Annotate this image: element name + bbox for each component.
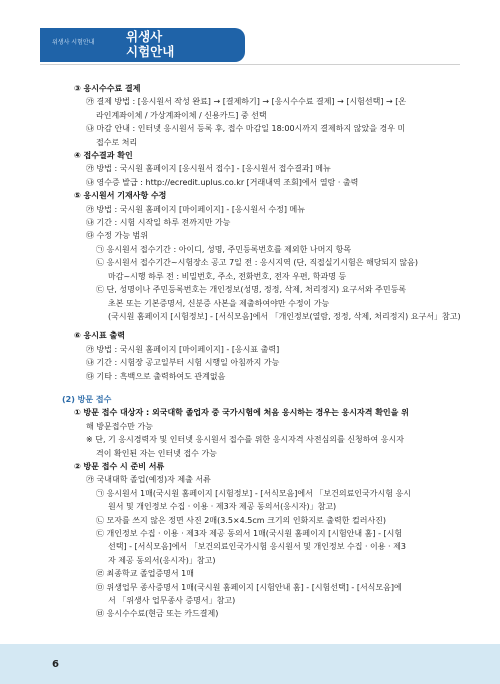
text-line: ⑥ 응시표 출력 [74, 331, 125, 341]
header-title-line1: 위생사 [126, 29, 163, 44]
text-line: ㉮ 결제 방법 : [응시원서 작성 완료] → [결제하기] → [응시수수료 결제] → [시험선택] → [온 [86, 97, 407, 107]
text-line: 접수로 처리 [96, 137, 138, 147]
text-line: ㉥ 응시수수료(현금 또는 카드결제) [96, 609, 219, 619]
text-line: 서 「위생사 업무종사 증명서」참고) [108, 596, 236, 606]
text-line: ㉯ 기간 : 시험장 공고일부터 시험 시행일 아침까지 가능 [86, 358, 280, 368]
text-line: 격이 확인된 자는 인터넷 접수 가능 [96, 448, 217, 458]
text-line: (국시원 홈페이지 [시험정보] - [서식모음]에서 「개인정보(열람, 정정, 삭제, 처리정지) 요구서」참고) [108, 311, 461, 321]
text-line: ㉢ 단, 성명이나 주민등록번호는 개인정보(성명, 정정, 삭제, 처리정지) 요구서와 주민등록 [96, 285, 407, 295]
text-line: ㉰ 수정 가능 범위 [86, 231, 148, 241]
text-line: ㉢ 개인정보 수집 · 이용 · 제3자 제공 동의서 1매(국시원 홈페이지 [시험안내 홈] - [시험 [96, 529, 403, 538]
text-line: (2) 방문 접수 [62, 394, 112, 404]
text-line: ㉯ 영수증 발급 : http://ecredit.uplus.co.kr [거래내역 조회]에서 열람 · 출력 [86, 177, 359, 187]
text-line: 해 방문접수만 가능 [86, 421, 153, 431]
text-line: ㉮ 방법 : 국시원 홈페이지 [마이페이지] - [응시원서 수정] 메뉴 [86, 204, 305, 214]
text-line: ㉯ 마감 안내 : 인터넷 응시원서 등록 후, 접수 마감일 18:00시까지 결제하지 않았을 경우 미 [86, 124, 406, 134]
text-line: 라인계좌이체 / 가상계좌이체 / 신용카드] 중 선택 [96, 110, 267, 120]
text-line: ③ 응시수수료 결제 [74, 84, 141, 93]
text-line: ㉠ 응시원서 접수기간 : 아이디, 성명, 주민등록번호를 제외한 나머지 항목 [96, 244, 352, 254]
text-line: ※ 단, 기 응시경력자 및 인터넷 응시원서 접수를 위한 응시자격 사전심의를 신청하여 응시자 [86, 435, 404, 445]
text-line: ㉡ 응시원서 접수기간~시험장소 공고 7일 전 : 응시지역 (단, 직접실기시험은 해당되지 않음) [96, 258, 418, 268]
text-line: 선택] - [서식모음]에서 「보건의료인국가시험 응시원서 및 개인정보 수집 · 이용 · 제3 [108, 542, 406, 552]
text-line: 초본 또는 기본증명서, 신분증 사본을 제출하여야만 수정이 가능 [108, 298, 330, 308]
text-line: 마감~시행 하루 전 : 비밀번호, 주소, 전화번호, 전자 우편, 학과명 등 [108, 271, 347, 281]
header-divider [40, 64, 460, 65]
text-line: ⑤ 응시원서 기재사항 수정 [74, 191, 167, 201]
header-category: 위생사 시험안내 [52, 39, 95, 46]
header-title-line2: 시험안내 [126, 44, 175, 59]
text-line: ㉮ 방법 : 국시원 홈페이지 [응시원서 접수] - [응시원서 접수결과] 메뉴 [86, 164, 331, 174]
page-number: 6 [52, 659, 59, 670]
text-line: ㉡ 모자를 쓰지 않은 정면 사진 2매(3.5×4.5cm 크기의 인화지로 출력한 컬러사진) [96, 515, 387, 525]
text-line: ② 방문 접수 시 준비 서류 [74, 461, 165, 471]
text-line: 자 제공 동의서(응시자)」참고) [108, 555, 216, 565]
text-line: ㉣ 최종학교 졸업증명서 1매 [96, 569, 194, 579]
text-line: ㉯ 기간 : 시험 시작일 하루 전까지만 가능 [86, 218, 231, 228]
text-line: ㉰ 기타 : 흑백으로 출력하여도 관계없음 [86, 371, 226, 381]
body-text [62, 82, 464, 621]
text-line: ㉮ 국내대학 졸업(예정)자 제출 서류 [86, 475, 211, 485]
footer-band [0, 644, 500, 684]
text-line: ㉤ 위생업무 종사증명서 1매(국시원 홈페이지 [시험안내 홈] - [시험선택] - [서식모음]에 [96, 582, 402, 592]
text-line: 원서 및 개인정보 수집 · 이용 · 제3자 제공 동의서(응시자)」참고) [108, 502, 337, 512]
text-line: ㉠ 응시원서 1매(국시원 홈페이지 [시험정보] - [서식모음]에서 「보건의료인국가시험 응시 [96, 488, 411, 498]
text-line: ㉮ 방법 : 국시원 홈페이지 [마이페이지] - [응시표 출력] [86, 344, 280, 354]
chapter-header-tab [40, 28, 245, 62]
text-line: ① 방문 접수 대상자 : 외국대학 졸업자 중 국가시험에 처음 응시하는 경우는 응시자격 확인을 위 [74, 408, 409, 418]
text-line: ④ 접수결과 확인 [74, 151, 133, 161]
